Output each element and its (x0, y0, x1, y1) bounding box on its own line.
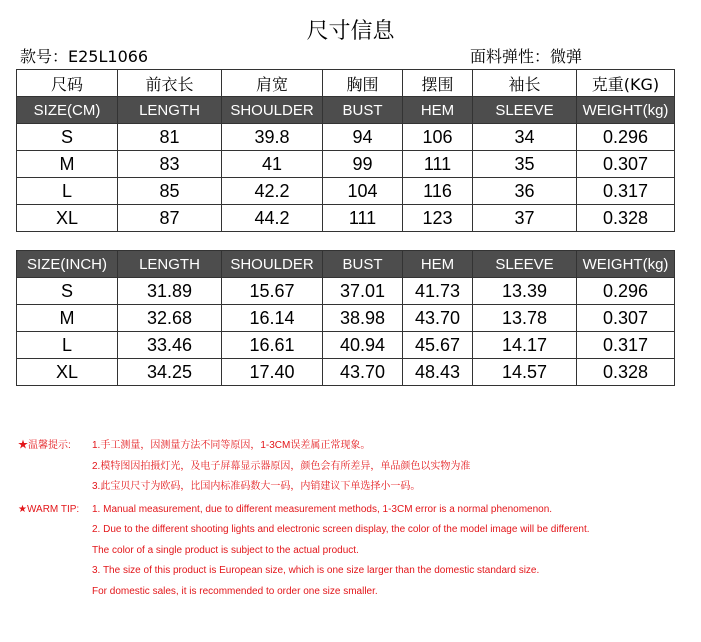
cn-tip-line: 3.此宝贝尺寸为欧码，比国内标准码数大一码，内销建议下单选择小一码。 (92, 481, 421, 492)
table-row (17, 278, 675, 305)
size-cell: XL (17, 205, 118, 232)
en-header-row (17, 97, 675, 124)
en-header-cell: SHOULDER (222, 251, 323, 278)
en-header-cell: SLEEVE (473, 251, 577, 278)
value-cell: 14.17 (473, 332, 577, 359)
size-cell: S (17, 124, 118, 151)
value-cell: 99 (323, 151, 403, 178)
en-tip-line: For domestic sales, it is recommended to order one size smaller. (92, 585, 378, 597)
value-cell: 13.78 (473, 305, 577, 332)
value-cell: 15.67 (222, 278, 323, 305)
table-row (17, 359, 675, 386)
value-cell: 85 (118, 178, 222, 205)
size-cell: XL (17, 359, 118, 386)
value-cell: 0.328 (577, 359, 675, 386)
en-header-cell: SIZE(CM) (17, 97, 118, 124)
value-cell: 43.70 (323, 359, 403, 386)
value-cell: 36 (473, 178, 577, 205)
value-cell: 35 (473, 151, 577, 178)
cn-header-cell: 克重(KG) (577, 70, 675, 97)
value-cell: 33.46 (118, 332, 222, 359)
value-cell: 17.40 (222, 359, 323, 386)
cn-header-cell: 摆围 (403, 70, 473, 97)
cn-tip-label: ★温馨提示: (18, 440, 71, 451)
value-cell: 81 (118, 124, 222, 151)
value-cell: 48.43 (403, 359, 473, 386)
value-cell: 104 (323, 178, 403, 205)
en-tip-line: The color of a single product is subject to the actual product. (92, 544, 359, 556)
value-cell: 14.57 (473, 359, 577, 386)
cn-header-cell: 尺码 (17, 70, 118, 97)
value-cell: 94 (323, 124, 403, 151)
size-cell: S (17, 278, 118, 305)
value-cell: 123 (403, 205, 473, 232)
value-cell: 16.61 (222, 332, 323, 359)
product-code: 款号：E25L1066 (20, 47, 149, 66)
value-cell: 31.89 (118, 278, 222, 305)
en-header-cell: WEIGHT(kg) (577, 97, 675, 124)
page-title: 尺寸信息 (306, 19, 395, 44)
value-cell: 13.39 (473, 278, 577, 305)
en-tip-line: 1. Manual measurement, due to different measurement methods, 1-3CM error is a normal phenomenon. (92, 503, 553, 515)
value-cell: 0.296 (577, 278, 675, 305)
cn-tip-line: 1.手工测量，因测量方法不同等原因，1-3CM误差属正常现象。 (92, 440, 371, 451)
value-cell: 116 (403, 178, 473, 205)
value-cell: 0.307 (577, 151, 675, 178)
size-table-cm (16, 69, 675, 232)
en-header-cell: SIZE(INCH) (17, 251, 118, 278)
cn-header-cell: 胸围 (323, 70, 403, 97)
value-cell: 34.25 (118, 359, 222, 386)
table-row (17, 151, 675, 178)
cn-header-cell: 袖长 (473, 70, 577, 97)
value-cell: 43.70 (403, 305, 473, 332)
value-cell: 106 (403, 124, 473, 151)
cn-header-cell: 肩宽 (222, 70, 323, 97)
en-header-cell: HEM (403, 97, 473, 124)
notes-section (18, 436, 698, 606)
value-cell: 0.317 (577, 332, 675, 359)
table-row (17, 178, 675, 205)
size-cell: L (17, 332, 118, 359)
size-cell: M (17, 151, 118, 178)
size-table-inch (16, 250, 675, 386)
en-tip-label: ★WARM TIP: (18, 503, 80, 515)
table-row (17, 305, 675, 332)
size-cell: M (17, 305, 118, 332)
value-cell: 40.94 (323, 332, 403, 359)
en-header-cell: BUST (323, 97, 403, 124)
cn-tip-line: 2.模特图因拍摄灯光，及电子屏幕显示器原因，颜色会有所差异，单品颜色以实物为准 (92, 460, 471, 472)
fabric-elasticity: 面料弹性：微弹 (470, 47, 583, 66)
size-cell: L (17, 178, 118, 205)
value-cell: 111 (323, 205, 403, 232)
table-row (17, 332, 675, 359)
value-cell: 41 (222, 151, 323, 178)
en-header-cell: WEIGHT(kg) (577, 251, 675, 278)
value-cell: 32.68 (118, 305, 222, 332)
value-cell: 16.14 (222, 305, 323, 332)
en-tip-line: 3. The size of this product is European size, which is one size larger than the domestic standard size. (92, 565, 540, 576)
value-cell: 41.73 (403, 278, 473, 305)
value-cell: 111 (403, 151, 473, 178)
value-cell: 42.2 (222, 178, 323, 205)
value-cell: 87 (118, 205, 222, 232)
value-cell: 83 (118, 151, 222, 178)
en-tip-line: 2. Due to the different shooting lights and electronic screen display, the color of the model image will be different. (92, 524, 590, 535)
value-cell: 34 (473, 124, 577, 151)
value-cell: 37.01 (323, 278, 403, 305)
value-cell: 0.328 (577, 205, 675, 232)
value-cell: 44.2 (222, 205, 323, 232)
en-header-row (17, 251, 675, 278)
value-cell: 0.296 (577, 124, 675, 151)
value-cell: 0.307 (577, 305, 675, 332)
table-row (17, 205, 675, 232)
cn-header-cell: 前衣长 (118, 70, 222, 97)
value-cell: 45.67 (403, 332, 473, 359)
en-header-cell: SLEEVE (473, 97, 577, 124)
en-header-cell: SHOULDER (222, 97, 323, 124)
value-cell: 0.317 (577, 178, 675, 205)
en-header-cell: HEM (403, 251, 473, 278)
en-header-cell: BUST (323, 251, 403, 278)
value-cell: 37 (473, 205, 577, 232)
value-cell: 39.8 (222, 124, 323, 151)
en-header-cell: LENGTH (118, 251, 222, 278)
cn-header-row (17, 70, 675, 97)
en-header-cell: LENGTH (118, 97, 222, 124)
value-cell: 38.98 (323, 305, 403, 332)
table-row (17, 124, 675, 151)
